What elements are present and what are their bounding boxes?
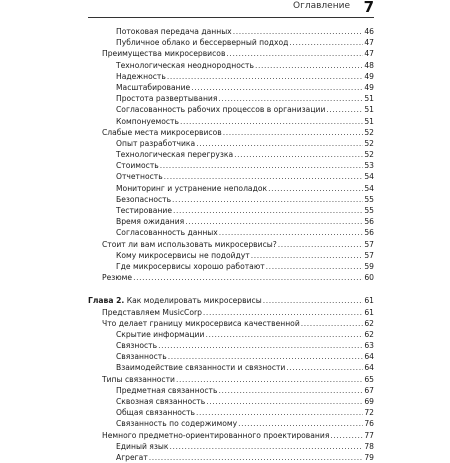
dot-leader bbox=[158, 340, 363, 351]
dot-leader bbox=[301, 318, 364, 329]
dot-leader bbox=[180, 116, 363, 127]
dot-leader bbox=[266, 261, 364, 272]
dot-leader bbox=[238, 418, 363, 429]
toc-entry-title: Предметная связанность bbox=[116, 385, 218, 395]
toc-entry-title: Сквозная связанность bbox=[116, 397, 206, 406]
toc-entry[interactable] bbox=[88, 374, 374, 385]
toc-entry[interactable] bbox=[88, 239, 374, 250]
page-number: 7 bbox=[363, 0, 374, 16]
toc-entry-title: Скрытие информации bbox=[116, 329, 205, 339]
toc-entry-page: 57 bbox=[364, 239, 374, 249]
toc-entry[interactable] bbox=[88, 93, 374, 104]
dot-leader bbox=[164, 171, 364, 182]
toc-entry[interactable] bbox=[88, 160, 374, 171]
toc-entry[interactable] bbox=[88, 307, 374, 318]
dot-leader bbox=[218, 93, 363, 104]
toc-entry-page: 49 bbox=[364, 71, 374, 81]
toc-entry[interactable] bbox=[88, 272, 374, 283]
toc-entry-page: 47 bbox=[364, 49, 374, 59]
toc-entry-page: 56 bbox=[364, 228, 374, 238]
toc-entry-page: 64 bbox=[364, 352, 374, 362]
toc-entry-title: Согласованность рабочих процессов в организации bbox=[116, 105, 326, 115]
toc-entry-title: Преимущества микросервисов bbox=[102, 49, 226, 59]
dot-leader bbox=[196, 138, 363, 149]
toc-entry-title: Согласованность данных bbox=[116, 228, 218, 238]
dot-leader bbox=[169, 441, 363, 452]
toc-entry[interactable] bbox=[88, 104, 374, 115]
toc-entry-title: Тестирование bbox=[116, 206, 173, 215]
toc-entry-title: Общая связанность bbox=[116, 408, 196, 418]
toc-entry[interactable] bbox=[88, 138, 374, 149]
toc-entry-title: Опыт разработчика bbox=[116, 138, 196, 148]
toc-entry-title: Где микросервисы хорошо работают bbox=[116, 261, 265, 271]
toc-entry[interactable] bbox=[88, 418, 374, 429]
toc-entry-title: Агрегат bbox=[116, 452, 148, 462]
dot-leader bbox=[196, 407, 363, 418]
toc-entry-page: 51 bbox=[364, 116, 374, 126]
toc-entry[interactable] bbox=[88, 26, 374, 37]
toc-entry[interactable] bbox=[88, 216, 374, 227]
toc-entry-page: 65 bbox=[364, 374, 374, 384]
toc-entry[interactable] bbox=[88, 149, 374, 160]
toc-entry-page: 51 bbox=[364, 105, 374, 115]
toc-entry-title: Резюме bbox=[102, 273, 133, 283]
toc-entry[interactable] bbox=[88, 430, 374, 441]
dot-leader bbox=[286, 362, 363, 373]
toc-entry[interactable] bbox=[88, 127, 374, 138]
toc-entry-page: 55 bbox=[364, 206, 374, 215]
toc-entry[interactable] bbox=[88, 407, 374, 418]
toc-entry[interactable] bbox=[88, 340, 374, 351]
dot-leader bbox=[223, 127, 364, 138]
toc-entry-page: 52 bbox=[364, 127, 374, 137]
toc-entry-title: Связанность bbox=[116, 352, 167, 362]
toc-entry[interactable] bbox=[88, 37, 374, 48]
toc-entry[interactable] bbox=[88, 295, 374, 306]
toc-entry-page: 53 bbox=[364, 161, 374, 171]
toc-entry-title: Простота развертывания bbox=[116, 94, 218, 104]
toc-entry-page: 63 bbox=[364, 341, 374, 351]
toc-entry-title: Немного предметно-ориентированного проектирования bbox=[102, 430, 330, 440]
dot-leader bbox=[206, 396, 363, 407]
toc-entry-title: Компонуемость bbox=[116, 116, 179, 126]
toc-entry[interactable] bbox=[88, 261, 374, 272]
toc-entry-title: Взаимодействие связанности и связности bbox=[116, 363, 286, 373]
toc-entry-page: 60 bbox=[364, 273, 374, 283]
page-header bbox=[88, 0, 374, 18]
toc-entry-title: Отчетность bbox=[116, 172, 163, 182]
toc-entry[interactable] bbox=[88, 351, 374, 362]
toc-entry[interactable] bbox=[88, 183, 374, 194]
toc-entry-title: Стоит ли вам использовать микросервисы? bbox=[102, 239, 277, 249]
dot-leader bbox=[289, 37, 363, 48]
dot-leader bbox=[176, 374, 363, 385]
toc-entry-title: Надежность bbox=[116, 71, 166, 81]
toc-entry-page: 54 bbox=[364, 183, 374, 193]
toc-entry[interactable] bbox=[88, 250, 374, 261]
dot-leader bbox=[167, 71, 364, 82]
dot-leader bbox=[172, 194, 363, 205]
toc-entry-page: 61 bbox=[364, 307, 374, 317]
toc-entry-page: 48 bbox=[364, 60, 374, 70]
toc-entry-page: 62 bbox=[364, 318, 374, 328]
toc-entry-title: Мониторинг и устранение неполадок bbox=[116, 183, 268, 193]
toc-entry-title bbox=[88, 295, 262, 306]
toc-entry-page: 69 bbox=[364, 397, 374, 406]
toc-entry-title: Потоковая передача данных bbox=[116, 27, 232, 36]
toc-entry-title: Публичное облако и бессерверный подход bbox=[116, 38, 289, 48]
toc-entry[interactable] bbox=[88, 116, 374, 127]
toc-entry-title: Технологическая неоднородность bbox=[116, 60, 254, 70]
toc-entry-page: 64 bbox=[364, 363, 374, 373]
toc-entry[interactable] bbox=[88, 82, 374, 93]
toc-entry-title: Единый язык bbox=[116, 441, 169, 451]
dot-leader bbox=[326, 104, 363, 115]
toc-entry-title: Стоимость bbox=[116, 161, 159, 171]
toc-entry-page: 51 bbox=[364, 94, 374, 104]
toc-entry[interactable] bbox=[88, 71, 374, 82]
toc-entry-title: Представляем MusicCorp bbox=[102, 307, 202, 317]
dot-leader bbox=[234, 149, 363, 160]
dot-leader bbox=[173, 205, 363, 216]
toc-entry-page: 72 bbox=[364, 408, 374, 418]
toc-entry-page: 49 bbox=[364, 82, 374, 92]
dot-leader bbox=[263, 295, 364, 306]
dot-leader bbox=[255, 60, 363, 71]
dot-leader bbox=[149, 452, 364, 463]
toc-entry[interactable] bbox=[88, 48, 374, 59]
toc-entry-page: 52 bbox=[364, 138, 374, 148]
toc-entry-page: 78 bbox=[364, 441, 374, 451]
dot-leader bbox=[268, 183, 363, 194]
toc-entry-page: 55 bbox=[364, 194, 374, 204]
toc-entry-page: 61 bbox=[364, 296, 374, 306]
toc-entry[interactable] bbox=[88, 385, 374, 396]
toc-entry-page: 79 bbox=[364, 452, 374, 462]
toc-entry-title: Слабые места микросервисов bbox=[102, 127, 222, 137]
toc-entry-title: Технологическая перегрузка bbox=[116, 150, 234, 160]
dot-leader bbox=[218, 385, 363, 396]
dot-leader bbox=[168, 351, 364, 362]
dot-leader bbox=[330, 430, 363, 441]
toc-entry[interactable] bbox=[88, 396, 374, 407]
toc-entry-page: 77 bbox=[364, 430, 374, 440]
toc-entry-title: Типы связанности bbox=[102, 374, 175, 384]
dot-leader bbox=[203, 307, 363, 318]
toc-entry[interactable] bbox=[88, 452, 374, 463]
toc-entry-page: 46 bbox=[364, 27, 374, 36]
dot-leader bbox=[205, 329, 363, 340]
toc-entry-title: Безопасность bbox=[116, 194, 172, 204]
toc-entry[interactable] bbox=[88, 60, 374, 71]
dot-leader bbox=[233, 26, 364, 37]
chapter-number: Глава 2. bbox=[88, 296, 125, 306]
toc-entry-title: Что делает границу микросервиса качественной bbox=[102, 318, 300, 328]
running-header-title: Оглавление bbox=[293, 1, 350, 11]
chapter-title: Как моделировать микросервисы bbox=[126, 296, 262, 306]
dot-leader bbox=[160, 160, 364, 171]
toc-entry[interactable] bbox=[88, 194, 374, 205]
toc-entry-page: 54 bbox=[364, 172, 374, 182]
toc-entry[interactable] bbox=[88, 171, 374, 182]
toc-entry[interactable] bbox=[88, 227, 374, 238]
toc-entry[interactable] bbox=[88, 205, 374, 216]
toc-entry-page: 56 bbox=[364, 217, 374, 227]
toc-entry-title: Время ожидания bbox=[116, 217, 185, 227]
toc-entry-page: 47 bbox=[364, 38, 374, 48]
toc-entry-title: Кому микросервисы не подойдут bbox=[116, 250, 250, 260]
toc-entry-page: 52 bbox=[364, 150, 374, 160]
toc-entry-page: 57 bbox=[364, 250, 374, 260]
toc-entry-title: Связность bbox=[116, 341, 158, 351]
dot-leader bbox=[133, 272, 363, 283]
toc-entry-title: Связанность по содержимому bbox=[116, 419, 238, 429]
dot-leader bbox=[226, 48, 363, 59]
toc-entry[interactable] bbox=[88, 329, 374, 340]
toc-entry-page: 62 bbox=[364, 329, 374, 339]
toc-entry-title: Масштабирование bbox=[116, 82, 191, 92]
dot-leader bbox=[251, 250, 364, 261]
dot-leader bbox=[219, 227, 364, 238]
dot-leader bbox=[191, 82, 363, 93]
toc-entry-page: 76 bbox=[364, 419, 374, 429]
dot-leader bbox=[185, 216, 363, 227]
dot-leader bbox=[278, 239, 364, 250]
toc-entry[interactable] bbox=[88, 441, 374, 452]
table-of-contents bbox=[88, 26, 374, 463]
toc-entry-page: 59 bbox=[364, 261, 374, 271]
toc-entry[interactable] bbox=[88, 362, 374, 373]
toc-entry[interactable] bbox=[88, 318, 374, 329]
toc-entry-page: 67 bbox=[364, 385, 374, 395]
